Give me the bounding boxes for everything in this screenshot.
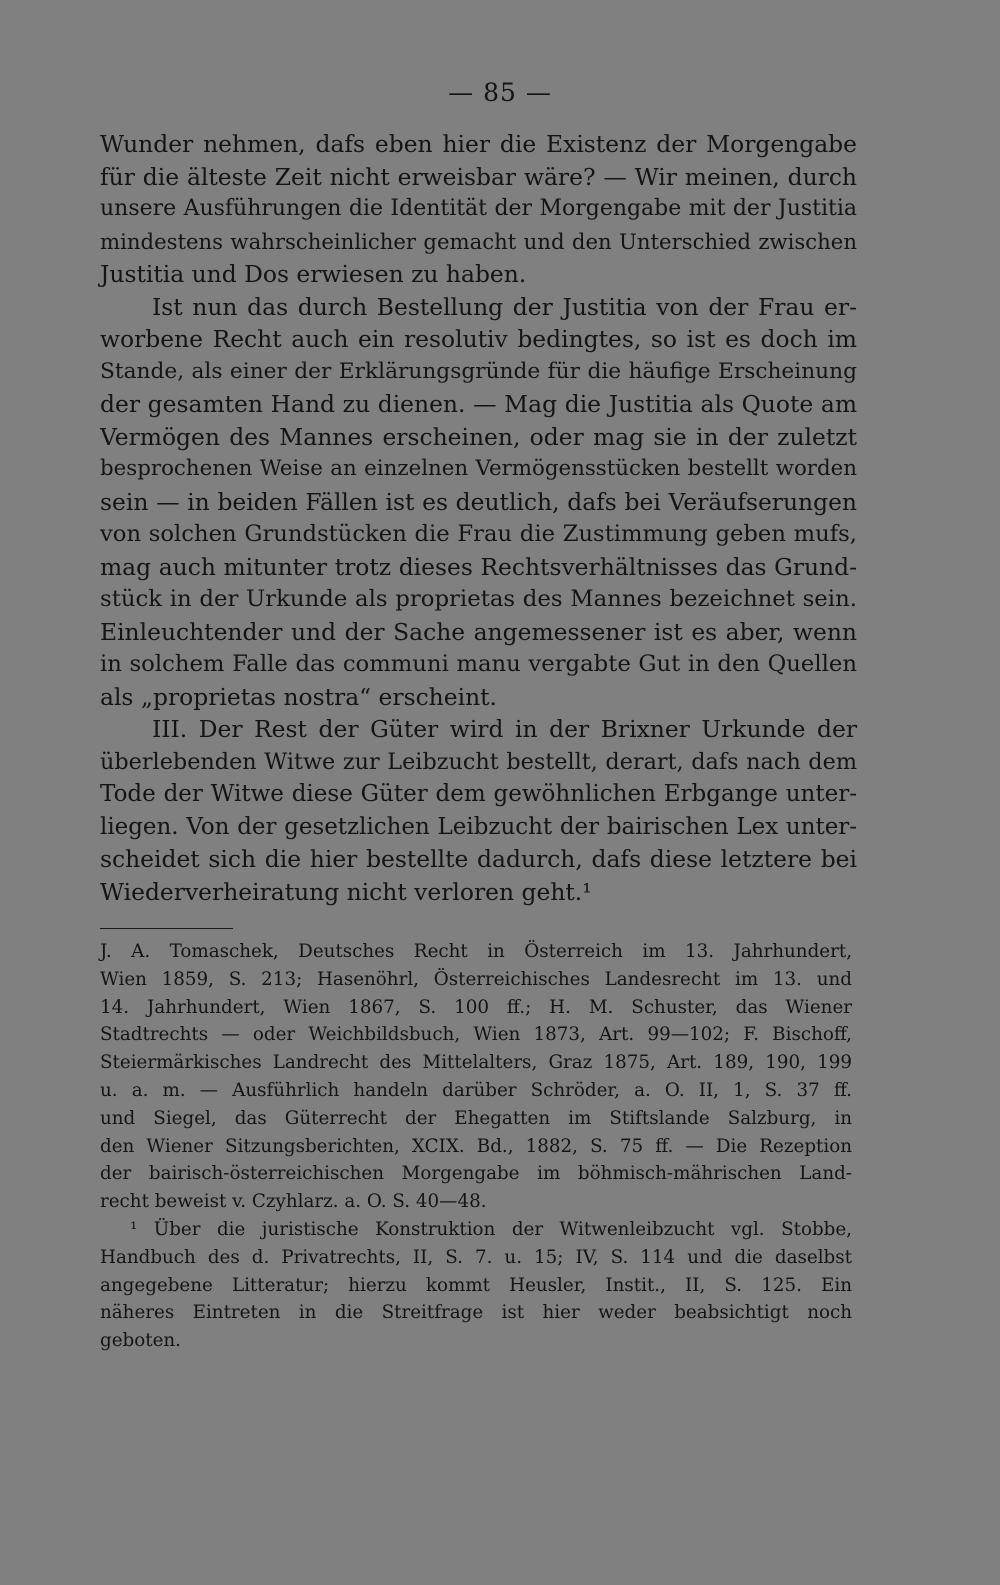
paragraph-3	[100, 713, 857, 908]
text-line: in solchem Falle das communi manu vergabte Gut in den Quellen	[100, 651, 857, 677]
footnote-continued	[100, 938, 852, 1216]
footnote-line: geboten.	[100, 1330, 181, 1352]
text-line: Stande, als einer der Erklärungsgründe für die häufige Erscheinung	[100, 358, 857, 384]
footnote-line: Handbuch des d. Privatrechts, II, S. 7. u. 15; IV, S. 114 und die daselbst	[100, 1246, 852, 1268]
text-line: Vermögen des Mannes erscheinen, oder mag sie in der zuletzt	[100, 422, 857, 451]
text-line: mag auch mitunter trotz dieses Rechtsverhältnisses das Grund-	[100, 552, 857, 581]
footnote-line: den Wiener Sitzungsberichten, XCIX. Bd., 1882, S. 75 ff. — Die Rezeption	[100, 1135, 852, 1157]
text-line: Justitia und Dos erwiesen zu haben.	[100, 260, 527, 288]
footnote-line: der bairisch-österreichischen Morgengabe im böhmisch-mährischen Land-	[100, 1163, 852, 1185]
text-line: Ist nun das durch Bestellung der Justitia von der Frau er-	[152, 292, 857, 321]
text-line: stück in der Urkunde als proprietas des Mannes bezeichnet sein.	[100, 586, 857, 612]
footnotes	[100, 938, 852, 1355]
footnote-line: 14. Jahrhundert, Wien 1867, S. 100 ff.; H. M. Schuster, das Wiener	[100, 996, 852, 1018]
footnote-1	[100, 1216, 852, 1355]
footnote-line: Stadtrechts — oder Weichbildsbuch, Wien 1873, Art. 99—102; F. Bischoff,	[100, 1024, 852, 1046]
text-line: mindestens wahrscheinlicher gemacht und den Unterschied zwischen	[100, 228, 857, 254]
text-line: überlebenden Witwe zur Leibzucht bestellt, derart, dafs nach dem	[100, 748, 857, 775]
footnote-line: näheres Eintreten in die Streitfrage ist hier weder beabsichtigt noch	[100, 1302, 852, 1324]
text-line: Wunder nehmen, dafs eben hier die Existenz der Morgengabe	[100, 130, 857, 158]
text-line: Tode der Witwe diese Güter dem gewöhnlichen Erbgange unter-	[100, 781, 857, 807]
text-line: von solchen Grundstücken die Frau die Zustimmung geben mufs,	[100, 521, 857, 547]
paragraph-1	[100, 128, 857, 291]
text-line: liegen. Von der gesetzlichen Leibzucht der bairischen Lex unter-	[100, 813, 857, 840]
text-line: besprochenen Weise an einzelnen Vermögensstücken bestellt worden	[100, 456, 857, 481]
footnote-line: recht beweist v. Czyhlarz. a. O. S. 40—48.	[100, 1191, 487, 1213]
footnote-line: Wien 1859, S. 213; Hasenöhrl, Österreichisches Landesrecht im 13. und	[100, 968, 852, 990]
footnote-line: angegebene Litteratur; hierzu kommt Heusler, Instit., II, S. 125. Ein	[100, 1274, 852, 1296]
footnote-line: und Siegel, das Güterrecht der Ehegatten im Stiftslande Salzburg, in	[100, 1107, 852, 1129]
main-text	[100, 128, 857, 908]
page-number: — 85 —	[448, 78, 552, 107]
footnote-line: J. A. Tomaschek, Deutsches Recht in Österreich im 13. Jahrhundert,	[100, 941, 852, 962]
text-line: Einleuchtender und der Sache angemessener ist es aber, wenn	[100, 617, 857, 646]
text-line: unsere Ausführungen die Identität der Morgengabe mit der Justitia	[100, 196, 857, 221]
text-line: der gesamten Hand zu dienen. — Mag die Justitia als Quote am	[100, 390, 857, 418]
text-line: III. Der Rest der Güter wird in der Brixner Urkunde der	[152, 715, 857, 743]
footnote-line: u. a. m. — Ausführlich handeln darüber Schröder, a. O. II, 1, S. 37 ff.	[100, 1079, 852, 1101]
paragraph-2	[100, 291, 857, 714]
text-line: sein — in beiden Fällen ist es deutlich, dafs bei Veräufserungen	[100, 487, 857, 516]
footnote-line: Steiermärkisches Landrecht des Mittelalters, Graz 1875, Art. 189, 190, 199	[100, 1052, 852, 1074]
text-line: worbene Recht auch ein resolutiv bedingtes, so ist es doch im	[100, 325, 857, 353]
footnote-separator	[100, 928, 233, 929]
text-line: als „proprietas nostra“ erscheint.	[100, 682, 497, 711]
text-line: scheidet sich die hier bestellte dadurch, dafs diese letztere bei	[100, 845, 857, 873]
footnote-line: ¹ Über die juristische Konstruktion der Witwenleibzucht vgl. Stobbe,	[130, 1218, 852, 1240]
text-line: Wiederverheiratung nicht verloren geht.¹	[100, 877, 592, 906]
text-line: für die älteste Zeit nicht erweisbar wäre? — Wir meinen, durch	[100, 162, 857, 191]
